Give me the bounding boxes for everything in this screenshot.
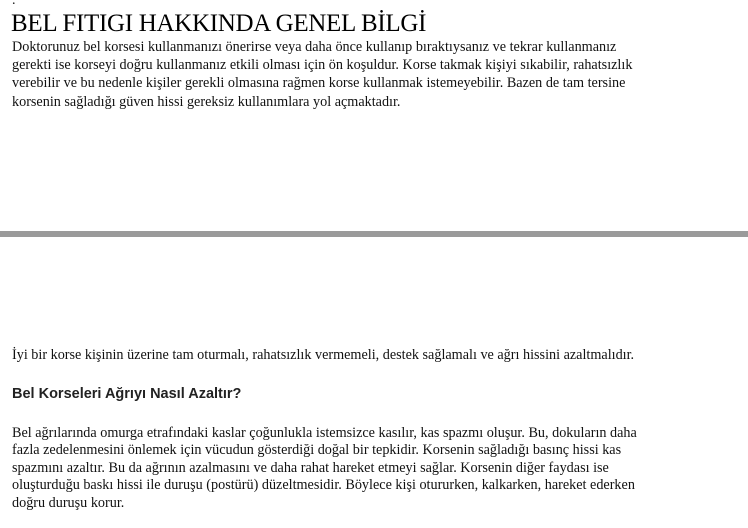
body-paragraph [12,425,742,512]
fit-paragraph: İyi bir korse kişinin üzerine tam oturmalı, rahatsızlık vermemeli, destek sağlamalı ve ağrı hissini azaltmalıdır. [12,347,635,363]
intro-paragraph [12,38,742,111]
body-line: spazmını azaltır. Bu da ağrının azalmasını ve daha rahat hareket etmeyi sağlar. Korsenin diğer faydası ise [12,459,609,476]
body-line: fazla zedelenmesini önlemek için vücudun gösterdiği doğal bir tepkidir. Korsenin sağladığı basınç hissi kas [12,442,622,459]
body-line: doğru duruşu korur. [12,494,125,511]
intro-line: Doktorunuz bel korsesi kullanmanızı önerirse veya daha önce kullanıp bıraktıysanız ve tekrar kullanmanız [12,39,617,55]
body-line: oluşturduğu baskı hissi ile duruşu (postürü) düzeltmesidir. Böylece kişi otururken, kalkarken, hareket ederken [12,477,635,494]
page-title: BEL FITIGI HAKKINDA GENEL BİLGİ [11,10,427,37]
intro-line: korsenin sağladığı güven hissi gereksiz kullanımlara yol açmaktadır. [12,93,401,110]
intro-line: gerekti ise korseyi doğru kullanmanız etkili olması için ön koşuldur. Korse takmak kişiyi sıkabilir, rahatsızlık [12,57,633,74]
body-line: Bel ağrılarında omurga etrafındaki kaslar çoğunlukla istemsizce kasılır, kas spazmı oluşur. Bu, dokuların daha [12,425,637,441]
section-subheading: Bel Korseleri Ağrıyı Nasıl Azaltır? [12,386,242,402]
top-mark: . [12,0,16,8]
intro-line: verebilir ve bu nedenle kişiler gerekli olmasına rağmen korse kullanmak istemeyebilir. Bazen de tam tersine [12,75,626,92]
section-divider [0,231,748,237]
